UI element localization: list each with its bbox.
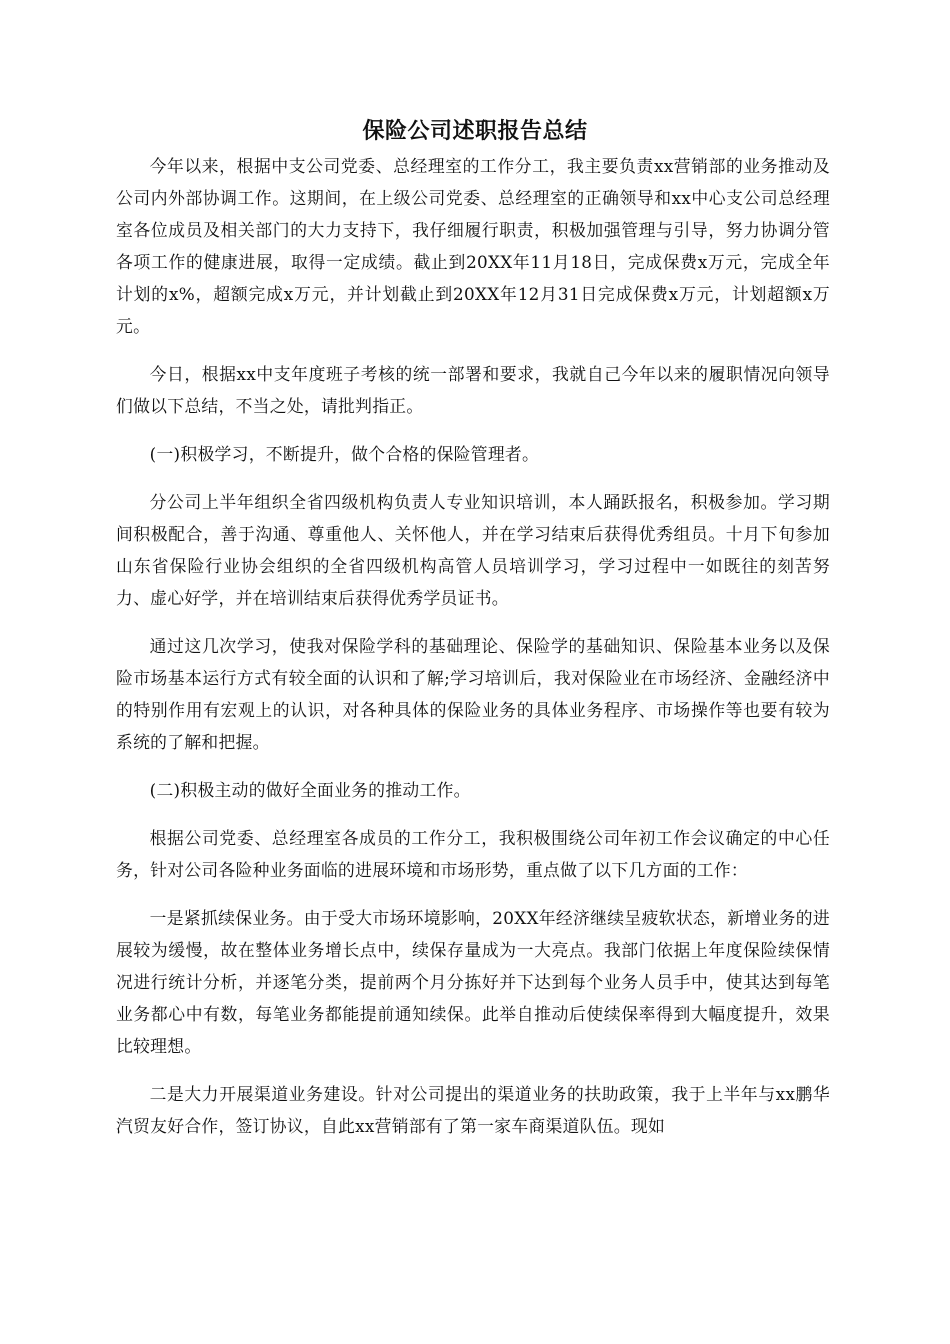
paragraph-intro: 今年以来，根据中支公司党委、总经理室的工作分工，我主要负责xx营销部的业务推动及公司内外部协调工作。这期间，在上级公司党委、总经理室的正确领导和xx中心支公司总经理室各位成员及相关部门的大力支持下，我仔细履行职责，积极加强管理与引导，努力协调分管各项工作的健康进展，取得一定成绩。截止到20XX年11月18日，完成保费x万元，完成全年计划的x%，超额完成x万元，并计划截止到20XX年12月31日完成保费x万元，计划超额x万元。 bbox=[116, 156, 830, 336]
section-heading-2: (二)积极主动的做好全面业务的推动工作。 bbox=[149, 780, 471, 800]
section-heading-1: (一)积极学习，不断提升，做个合格的保险管理者。 bbox=[149, 444, 540, 464]
paragraph-training: 分公司上半年组织全省四级机构负责人专业知识培训，本人踊跃报名，积极参加。学习期间积极配合，善于沟通、尊重他人、关怀他人，并在学习结束后获得优秀组员。十月下旬参加山东省保险行业协会组织的全省四级机构高管人员培训学习，学习过程中一如既往的刻苦努力、虚心好学，并在培训结束后获得优秀学员证书。 bbox=[116, 492, 830, 608]
document-title: 保险公司述职报告总结 bbox=[362, 119, 588, 144]
paragraph-summary-lead: 今日，根据xx中支年度班子考核的统一部署和要求，我就自己今年以来的履职情况向领导们做以下总结，不当之处，请批判指正。 bbox=[116, 364, 830, 416]
paragraph-learning-result: 通过这几次学习，使我对保险学科的基础理论、保险学的基础知识、保险基本业务以及保险市场基本运行方式有较全面的认识和了解;学习培训后，我对保险业在市场经济、金融经济中的特别作用有宏观上的认识，对各种具体的保险业务的具体业务程序、市场操作等也要有较为系统的了解和把握。 bbox=[116, 636, 830, 752]
paragraph-work-plan: 根据公司党委、总经理室各成员的工作分工，我积极围绕公司年初工作会议确定的中心任务，针对公司各险种业务面临的进展环境和市场形势，重点做了以下几方面的工作： bbox=[116, 828, 830, 880]
document-body bbox=[116, 150, 830, 1158]
paragraph-renewal: 一是紧抓续保业务。由于受大市场环境影响，20XX年经济继续呈疲软状态，新增业务的进展较为缓慢，故在整体业务增长点中，续保存量成为一大亮点。我部门依据上年度保险续保情况进行统计分析，并逐笔分类，提前两个月分拣好并下达到每个业务人员手中，使其达到每笔业务都心中有数，每笔业务都能提前通知续保。此举自推动后使续保率得到大幅度提升，效果比较理想。 bbox=[116, 908, 830, 1056]
paragraph-channel: 二是大力开展渠道业务建设。针对公司提出的渠道业务的扶助政策，我于上半年与xx鹏华汽贸友好合作，签订协议，自此xx营销部有了第一家车商渠道队伍。现如 bbox=[116, 1084, 830, 1136]
